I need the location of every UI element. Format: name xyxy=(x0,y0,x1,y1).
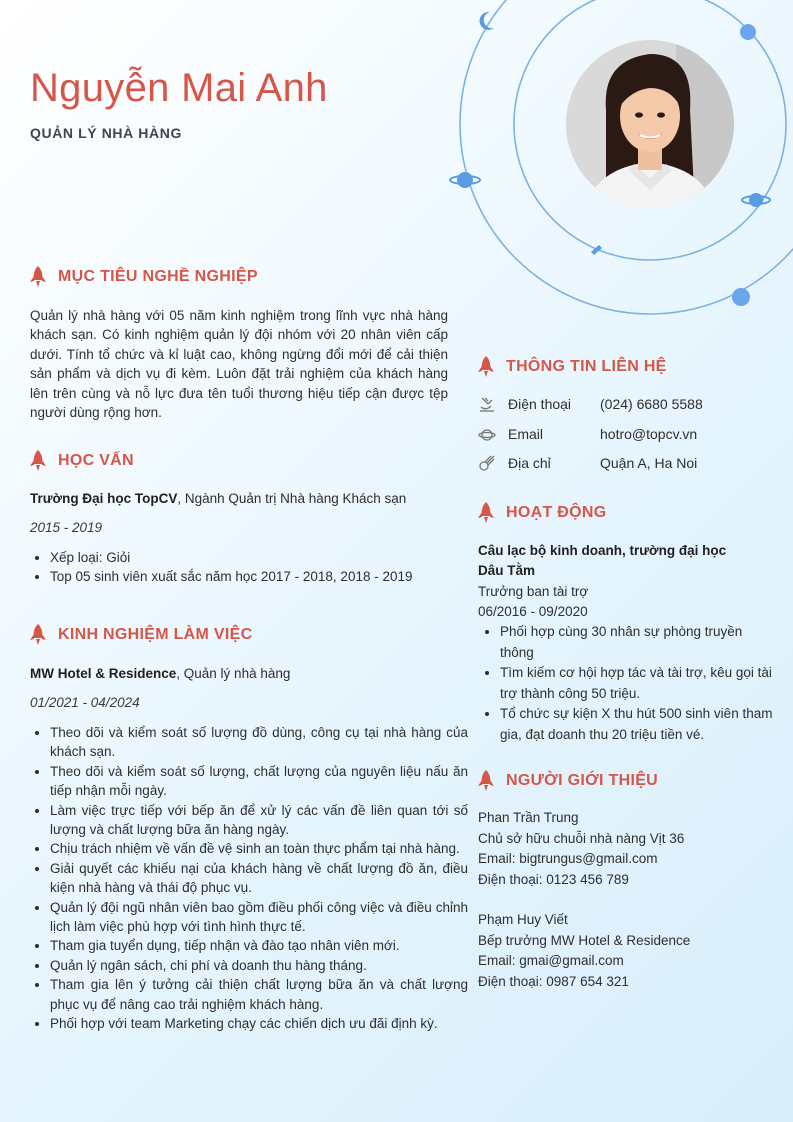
list-item: • Làm việc trực tiếp với bếp ăn để xử lý các vấn đề liên quan tới số lượng và chất lượng bữa ăn hàng ngày. xyxy=(50,801,468,840)
list-item: • Xếp loại: Giỏi xyxy=(50,548,470,567)
rocket-icon xyxy=(476,502,496,524)
orbit-dot-bottom xyxy=(732,288,750,306)
activity-list xyxy=(480,622,778,745)
list-item: • Theo dõi và kiểm soát số lượng đồ dùng, công cụ tại nhà hàng của khách sạn. xyxy=(50,723,468,762)
profile-photo xyxy=(566,40,734,208)
objective-title: MỤC TIÊU NGHỀ NGHIỆP xyxy=(58,268,258,285)
ringed-planet-icon xyxy=(450,172,480,188)
activity-period: 06/2016 - 09/2020 xyxy=(478,604,588,619)
contact-label: Điện thoại xyxy=(508,396,572,412)
list-item: • Phối hợp cùng 30 nhân sự phòng truyền thông xyxy=(500,622,778,663)
contact-email-row xyxy=(478,425,697,443)
list-item: • Chịu trách nhiệm về vấn đề vệ sinh an toàn thực phẩm tại nhà hàng. xyxy=(50,839,468,858)
list-item: • Tham gia lên ý tưởng cải thiện chất lượng bữa ăn và chất lượng phục vụ để nâng cao trải nghiệm khách hàng. xyxy=(50,975,468,1014)
education-list xyxy=(30,548,470,587)
satellite-icon xyxy=(478,395,496,413)
contact-address-row xyxy=(478,454,697,472)
education-heading xyxy=(28,450,134,472)
experience-period: 01/2021 - 04/2024 xyxy=(30,695,140,710)
experience-heading xyxy=(28,624,252,646)
list-item: • Top 05 sinh viên xuất sắc năm học 2017 - 2018, 2018 - 2019 xyxy=(50,567,470,586)
contact-value: Quận A, Ha Noi xyxy=(600,455,698,471)
activity-org: Câu lạc bộ kinh doanh, trường đại học Dâu Tằm xyxy=(478,543,727,578)
list-item: • Tổ chức sự kiện X thu hút 500 sinh viên tham gia, đạt doanh thu 20 triệu tiền vé. xyxy=(500,704,778,745)
objective-heading xyxy=(28,266,258,288)
rocket-icon xyxy=(28,450,48,472)
experience-company-line xyxy=(30,664,450,683)
rocket-icon xyxy=(28,624,48,646)
reference-position: Chủ sở hữu chuỗi nhà nàng Vịt 36 xyxy=(478,830,685,846)
list-item: • Quản lý ngân sách, chi phí và doanh thu hàng tháng. xyxy=(50,956,468,975)
planet-icon xyxy=(478,425,496,443)
contact-label: Email xyxy=(508,426,544,442)
reference-name: Phan Trần Trung xyxy=(478,810,579,825)
list-item: • Tham gia tuyển dụng, tiếp nhận và đào tạo nhân viên mới. xyxy=(50,936,468,955)
candidate-name: Nguyễn Mai Anh xyxy=(30,66,328,110)
contact-title: THÔNG TIN LIÊN HỆ xyxy=(506,358,667,375)
experience-list xyxy=(30,723,468,1034)
moon-icon xyxy=(480,12,494,30)
experience-title: KINH NGHIỆM LÀM VIỆC xyxy=(58,626,253,643)
company-name: MW Hotel & Residence xyxy=(30,666,177,681)
rocket-icon xyxy=(476,356,496,378)
reference-email: Email: bigtrungus@gmail.com xyxy=(478,851,658,866)
rocket-icon xyxy=(28,266,48,288)
contact-phone-row xyxy=(478,395,703,413)
references-title: NGƯỜI GIỚI THIỆU xyxy=(506,772,659,789)
activities-title: HOẠT ĐỘNG xyxy=(506,504,607,521)
list-item: • Phối hợp với team Marketing chạy các chiến dịch ưu đãi định kỳ. xyxy=(50,1014,468,1033)
reference-1 xyxy=(478,808,684,890)
education-school-line xyxy=(30,489,450,508)
meteor-icon xyxy=(478,454,496,472)
references-heading xyxy=(476,770,658,792)
contact-heading xyxy=(476,356,667,378)
activity-role: Trưởng ban tài trợ xyxy=(478,584,589,599)
ringed-planet-icon-right xyxy=(742,193,770,207)
list-item: • Theo dõi và kiểm soát số lượng, chất lượng của nguyên liệu nấu ăn tiếp nhận mỗi ngày. xyxy=(50,762,468,801)
reference-phone: Điện thoại: 0987 654 321 xyxy=(478,973,629,989)
reference-email: Email: gmai@gmail.com xyxy=(478,953,624,968)
job-title: QUẢN LÝ NHÀ HÀNG xyxy=(30,125,182,141)
list-item: • Tìm kiếm cơ hội hợp tác và tài trợ, kêu gọi tài trợ thành công 50 triệu. xyxy=(500,663,778,704)
objective-text: Quản lý nhà hàng với 05 năm kinh nghiệm trong lĩnh vực nhà hàng khách sạn. Có kinh nghiệm quản lý đội nhóm với 20 nhân viên cấp dưới. Tính tổ chức và kỉ luật cao, không ngừng đổi mới để cải thiện sản phẩm và dịch vụ đi kèm. Luôn đặt trải nghiệm của khách hàng lên trên cùng và nỗ lực đưa tên tuổi thương hiệu tiếp cận được tệp người dùng rộng hơn. xyxy=(30,308,448,421)
reference-position: Bếp trưởng MW Hotel & Residence xyxy=(478,932,691,948)
contact-label: Địa chỉ xyxy=(508,455,551,471)
contact-value: (024) 6680 5588 xyxy=(600,396,703,412)
school-major: , Ngành Quản trị Nhà hàng Khách sạn xyxy=(177,491,407,506)
education-title: HỌC VẤN xyxy=(58,452,134,469)
reference-phone: Điện thoại: 0123 456 789 xyxy=(478,871,629,887)
list-item: • Quản lý đội ngũ nhân viên bao gồm điều phối công việc và điều chỉnh lịch làm việc phù hợp với tình hình thực tế. xyxy=(50,898,468,937)
reference-2 xyxy=(478,910,690,992)
list-item: • Giải quyết các khiếu nại của khách hàng về chất lượng đồ ăn, điều kiện nhà hàng và thái độ phục vụ. xyxy=(50,859,468,898)
orbit-dot-top xyxy=(740,24,756,40)
reference-name: Phạm Huy Viết xyxy=(478,912,568,927)
small-satellite-icon xyxy=(591,245,602,255)
school-name: Trường Đại học TopCV xyxy=(30,491,178,506)
education-period: 2015 - 2019 xyxy=(30,520,103,535)
company-role: , Quản lý nhà hàng xyxy=(176,666,291,681)
contact-value: hotro@topcv.vn xyxy=(600,426,698,442)
rocket-icon xyxy=(476,770,496,792)
activities-heading xyxy=(476,502,606,524)
